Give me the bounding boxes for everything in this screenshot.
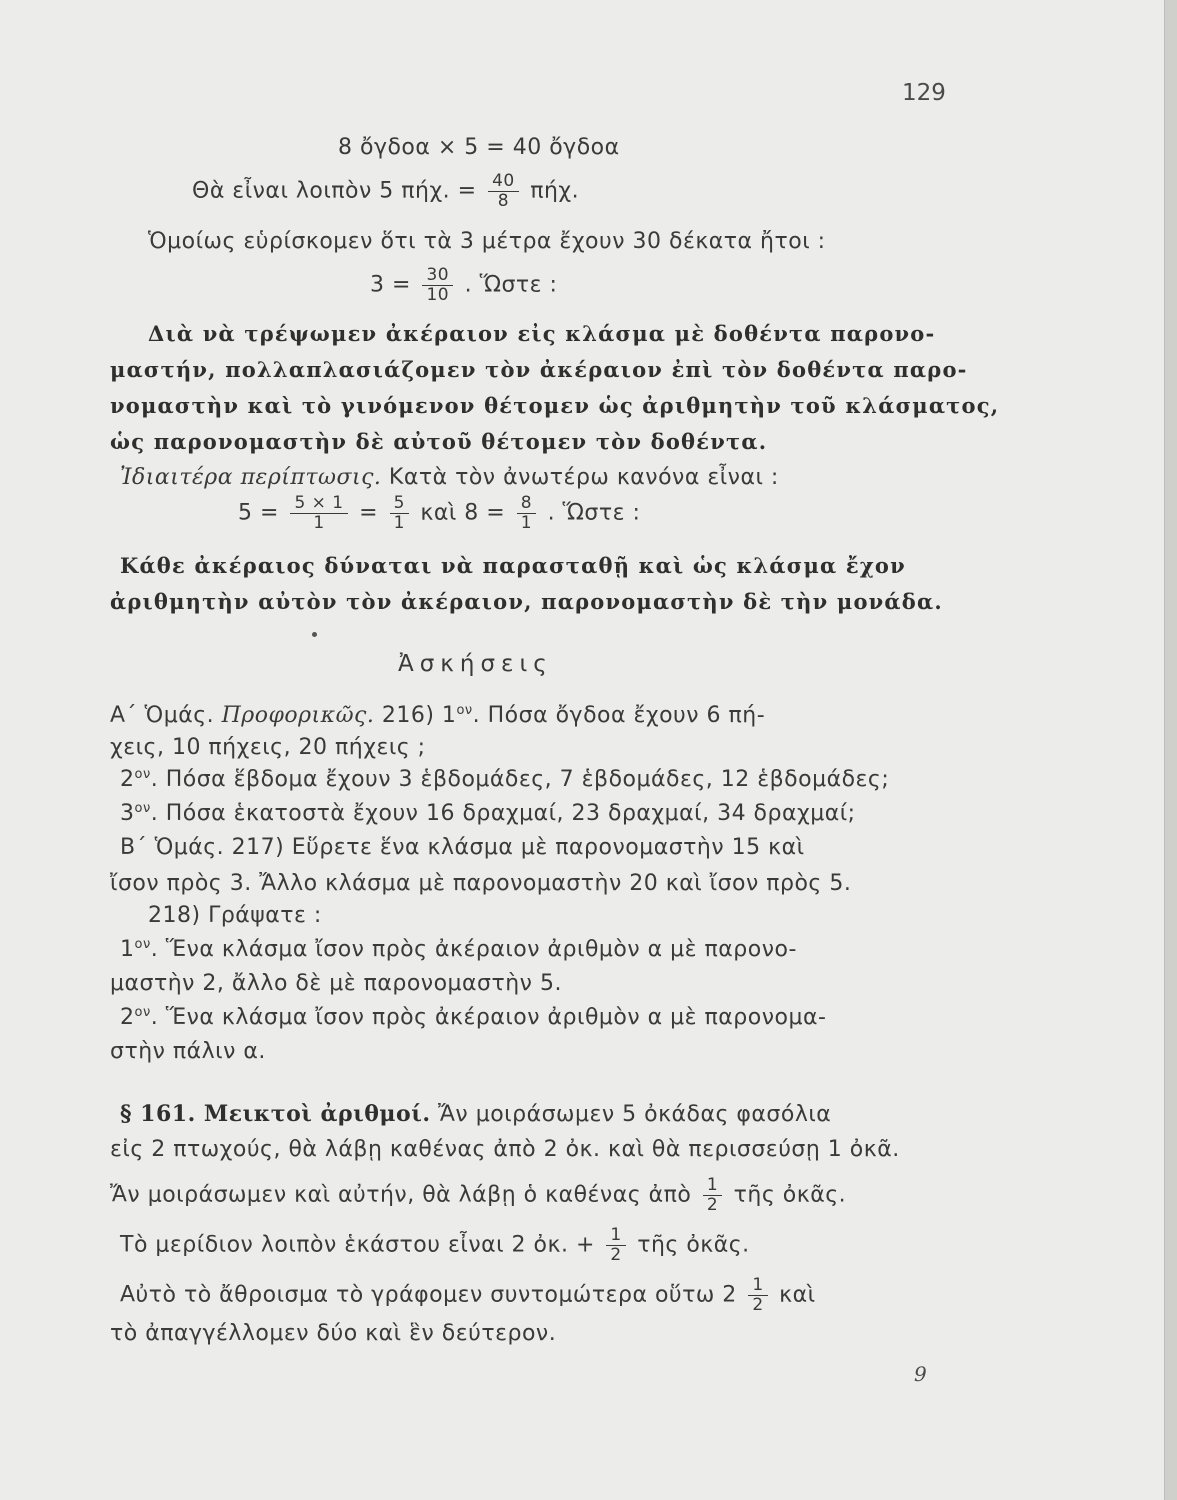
equation-line: 3 = $\frac{30}{10}$ . Ὥστε : — [370, 265, 558, 305]
section-line: Αὐτὸ τὸ ἄθροισμα τὸ γράφομεν συντομώτερα οὕτω 2 $\frac{1}{2}$ καὶ — [120, 1275, 816, 1315]
signature-mark: 9 — [914, 1362, 927, 1386]
fraction: $\frac{5}{1}$ — [390, 494, 409, 533]
exercise-line: μαστὴν 2, ἄλλο δὲ μὲ παρονομαστὴν 5. — [110, 971, 562, 996]
ink-dot — [312, 632, 317, 637]
fraction: $\frac{1}{2}$ — [748, 1276, 767, 1315]
exercise-line: ἴσον πρὸς 3. Ἄλλο κλάσμα μὲ παρονομαστὴν 20 καὶ ἴσον πρὸς 5. — [110, 871, 852, 896]
exercise-line: $3^{o\nu}$. Πόσα ἑκατοστὰ ἔχουν 16 δραχμαί, 23 δραχμαί, 34 δραχμαί; — [120, 801, 856, 826]
rule-line: ἀριθμητὴν αὐτὸν τὸν ἀκέραιον, παρονομαστὴν δὲ τὴν μονάδα. — [110, 589, 943, 614]
exercise-line: Α΄ Ὁμάς. Προφορικῶς. 216) $1^{o\nu}$. Πόσα ὄγδοα ἔχουν 6 πή- — [110, 703, 766, 728]
exercise-line: $1^{o\nu}$. Ἕνα κλάσμα ἴσον πρὸς ἀκέραιον ἀριθμὸν α μὲ παρονο- — [120, 937, 797, 962]
exercise-line: $2^{o\nu}$. Πόσα ἕβδομα ἔχουν 3 ἑβδομάδες, 7 ἑβδομάδες, 12 ἑβδομάδες; — [120, 767, 890, 792]
rule-line: ὡς παρονομαστὴν δὲ αὐτοῦ θέτομεν τὸν δοθέντα. — [110, 429, 768, 454]
exercise-line: Β΄ Ὁμάς. 217) Εὕρετε ἕνα κλάσμα μὲ παρονομαστὴν 15 καὶ — [120, 835, 805, 860]
equation-line: Θὰ εἶναι λοιπὸν 5 πήχ. = $\frac{40}{8}$ πήχ. — [192, 171, 580, 211]
rule-line: μαστήν, πολλαπλασιάζομεν τὸν ἀκέραιον ἐπὶ τὸν δοθέντα παρο- — [110, 357, 968, 382]
page-number: 129 — [902, 80, 946, 106]
fraction: $\frac{5 \times 1}{1}$ — [290, 494, 347, 533]
exercise-line: χεις, 10 πήχεις, 20 πήχεις ; — [110, 735, 426, 760]
page-edge — [1164, 0, 1177, 1500]
section-title: § 161. Μεικτοὶ ἀριθμοί. — [120, 1101, 431, 1127]
exercise-line: $2^{o\nu}$. Ἕνα κλάσμα ἴσον πρὸς ἀκέραιον ἀριθμὸν α μὲ παρονομα- — [120, 1005, 827, 1030]
section-line: Ἄν μοιράσωμεν καὶ αὐτήν, θὰ λάβῃ ὁ καθένας ἀπὸ $\frac{1}{2}$ τῆς ὀκᾶς. — [110, 1175, 847, 1215]
section-heading: Ἀσκήσεις — [398, 651, 553, 677]
exercise-line: στὴν πάλιν α. — [110, 1039, 266, 1064]
fraction: $\frac{1}{2}$ — [606, 1226, 625, 1265]
fraction: $\frac{30}{10}$ — [422, 266, 453, 305]
rule-line: Διὰ νὰ τρέψωμεν ἀκέραιον εἰς κλάσμα μὲ δοθέντα παρονο- — [148, 321, 936, 346]
equation-line: 5 = $\frac{5 \times 1}{1}$ = $\frac{5}{1}$ καὶ 8 = $\frac{8}{1}$ . Ὥστε : — [238, 493, 641, 533]
fraction: $\frac{1}{2}$ — [703, 1176, 722, 1215]
exercise-line: 218) Γράψατε : — [148, 903, 322, 928]
section-line: τὸ ἀπαγγέλλομεν δύο καὶ ἓν δεύτερον. — [110, 1321, 557, 1346]
text-line: Ὁμοίως εὑρίσκομεν ὅτι τὰ 3 μέτρα ἔχουν 30 δέκατα ἤτοι : — [148, 229, 826, 254]
section-line: § 161. Μεικτοὶ ἀριθμοί. Ἄν μοιράσωμεν 5 ὀκάδας φασόλια — [120, 1101, 832, 1127]
fraction: $\frac{40}{8}$ — [488, 172, 519, 211]
rule-line: νομαστὴν καὶ τὸ γινόμενον θέτομεν ὡς ἀριθμητὴν τοῦ κλάσματος, — [110, 393, 1000, 418]
equation-line: 8 ὄγδοα × 5 = 40 ὄγδοα — [338, 135, 620, 160]
text-line: Ἰδιαιτέρα περίπτωσις. Κατὰ τὸν ἀνωτέρω κανόνα εἶναι : — [120, 465, 779, 490]
section-line: εἰς 2 πτωχούς, θὰ λάβῃ καθένας ἀπὸ 2 ὀκ. καὶ θὰ περισσεύσῃ 1 ὀκᾶ. — [110, 1137, 900, 1162]
rule-line: Κάθε ἀκέραιος δύναται νὰ παρασταθῇ καὶ ὡς κλάσμα ἔχον — [120, 553, 906, 578]
fraction: $\frac{8}{1}$ — [517, 494, 536, 533]
section-line: Τὸ μερίδιον λοιπὸν ἑκάστου εἶναι 2 ὀκ. + $\frac{1}{2}$ τῆς ὀκᾶς. — [120, 1225, 750, 1265]
